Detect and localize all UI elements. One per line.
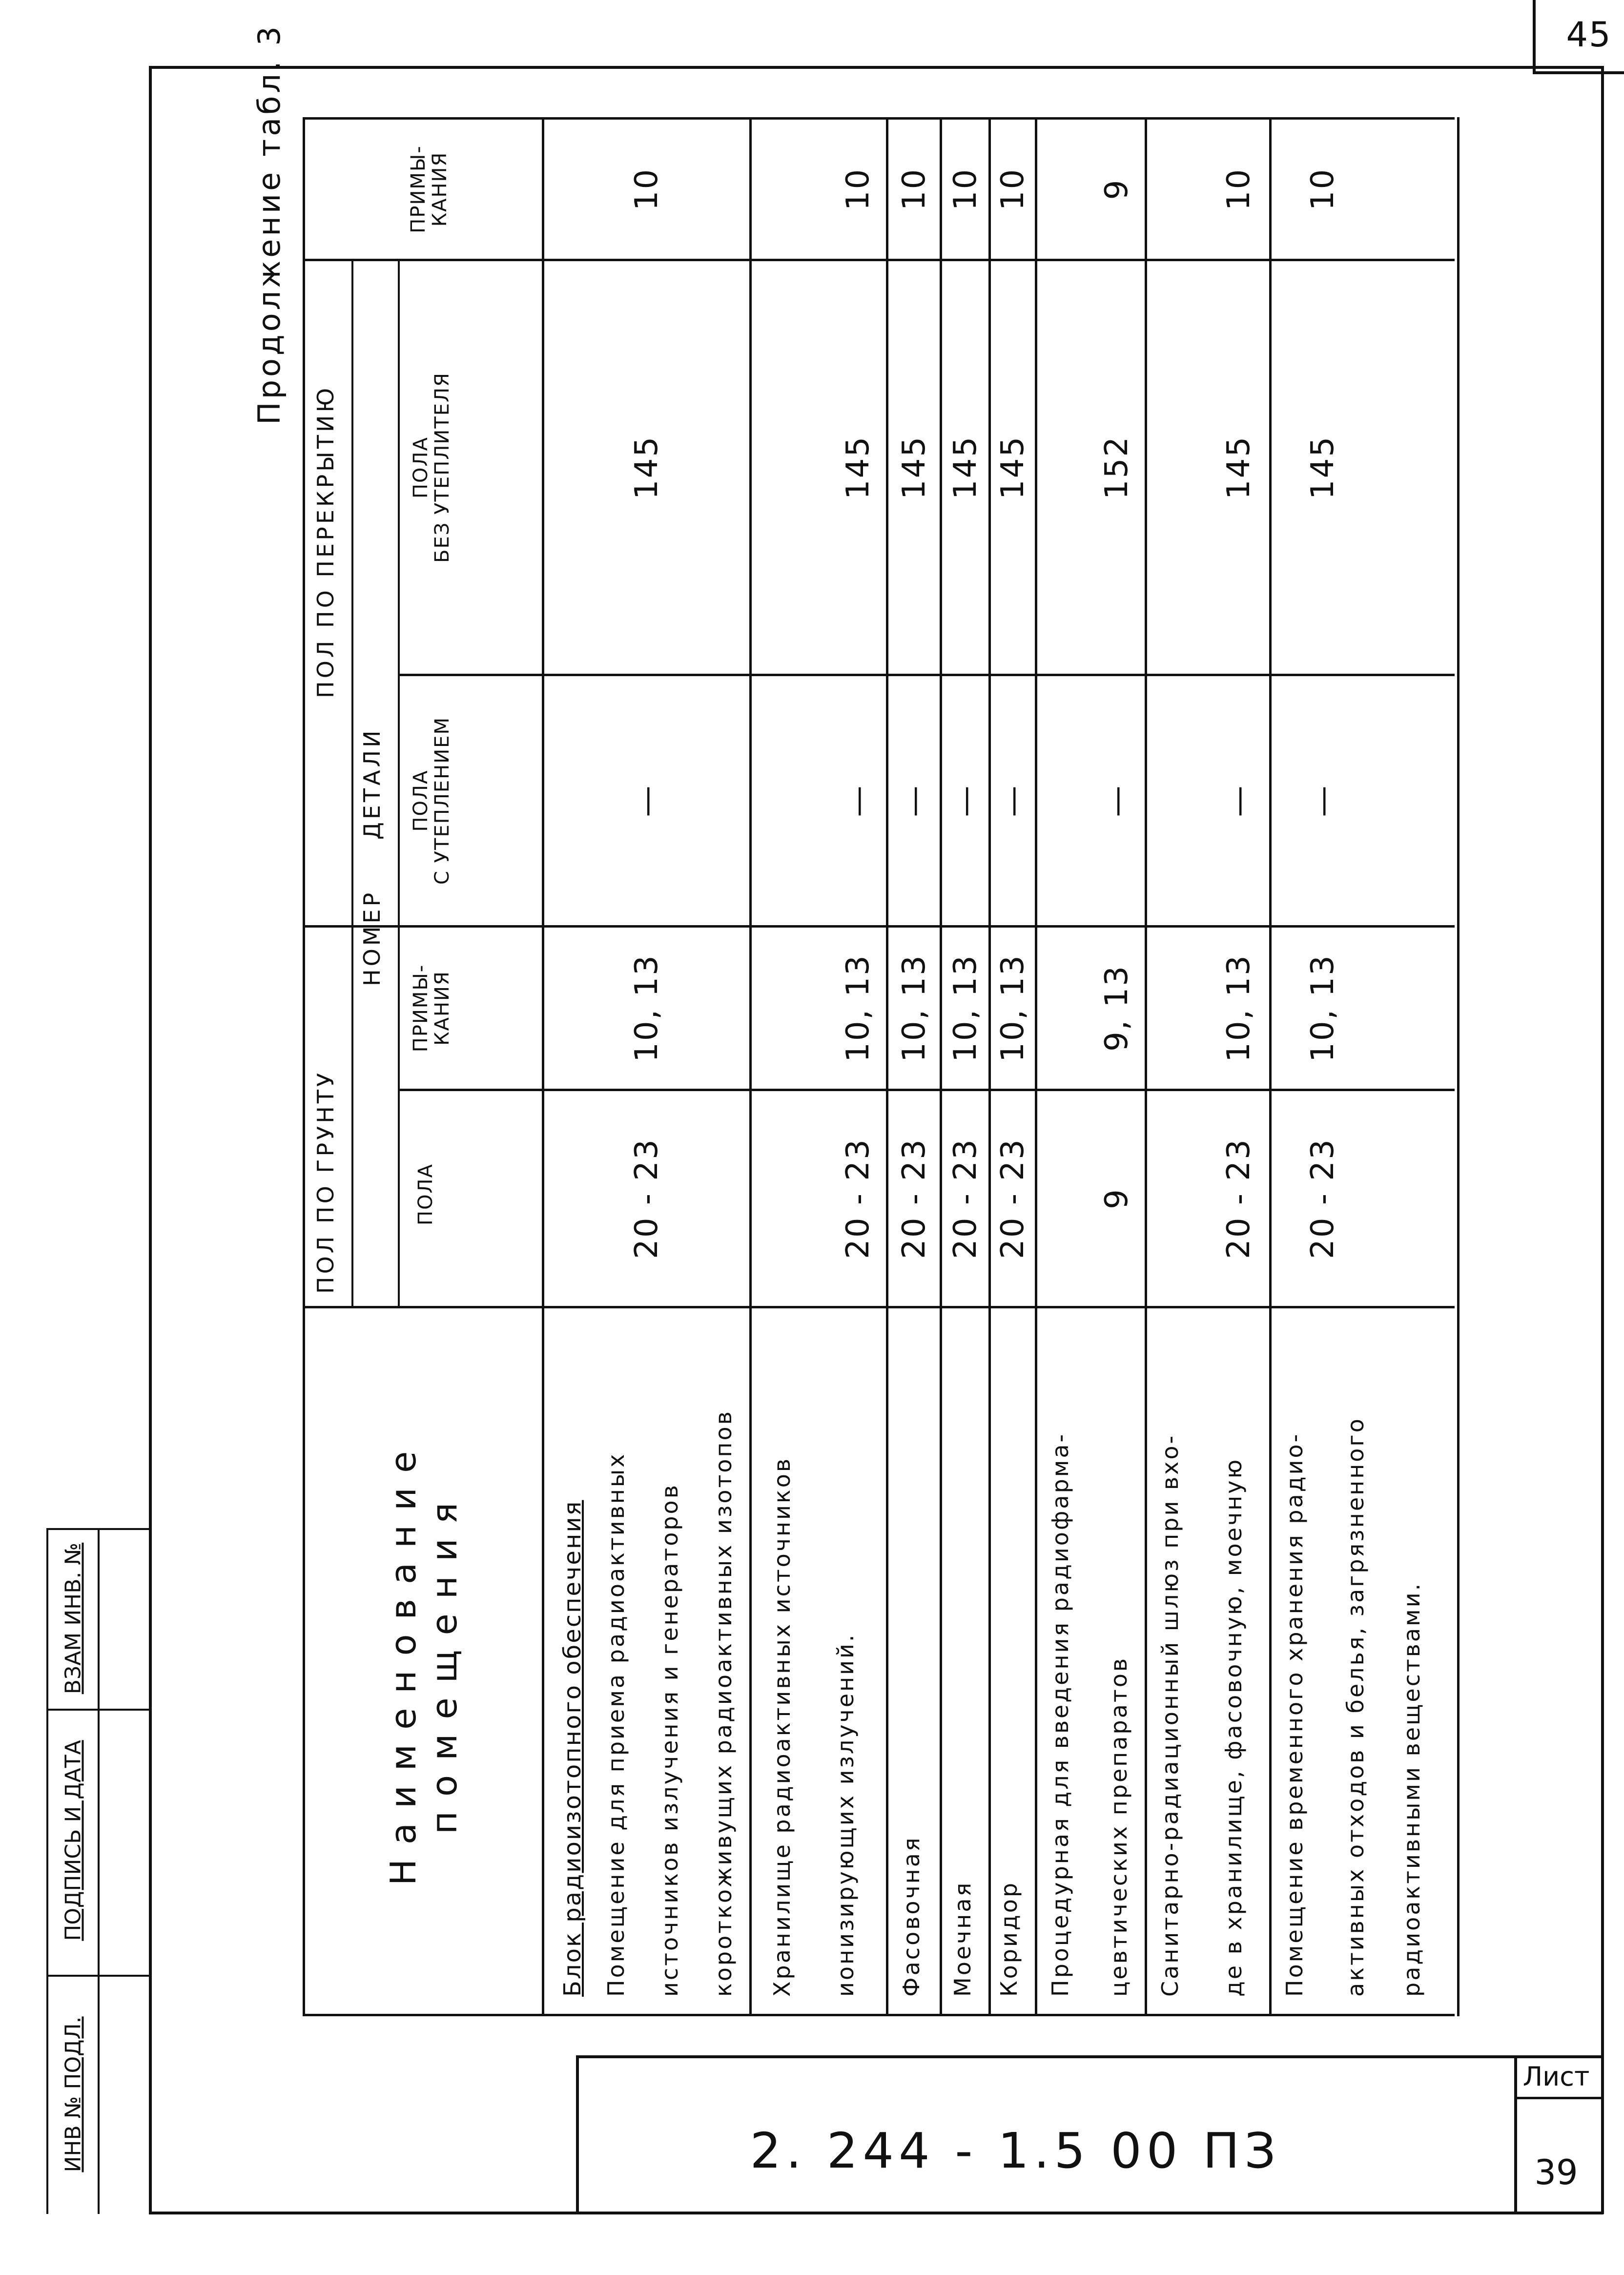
row-7-line-2: де в хранилище, фасовочную, моечную (1220, 1457, 1247, 1997)
header-col-s-uteplen-a: ПОЛА (410, 769, 432, 832)
row-3-prim1: 10, 13 (896, 954, 932, 1062)
row-8-line-3: радиоактивными веществами. (1398, 1581, 1425, 1997)
row-1-prim2: 10 (629, 167, 665, 211)
row-8-prim2: 10 (1305, 167, 1341, 211)
hdr-sub-line (398, 261, 400, 1308)
header-name: Наименование помещения (382, 1436, 465, 1886)
margin-div-2 (46, 1975, 150, 1977)
header-nomer: НОМЕР (359, 889, 385, 986)
row-4-bez-uteplit: 145 (947, 435, 984, 500)
row-7-pola: 20 - 23 (1221, 1138, 1257, 1259)
margin-div-1 (46, 1709, 150, 1711)
section-title: Блок радиоизотопного обеспечения (559, 1500, 586, 1997)
header-detali: ДЕТАЛИ (359, 727, 385, 840)
row-6-line-1: Процедурная для введения радиофарма- (1047, 1432, 1073, 1997)
row-8-s-uteplen: — (1305, 784, 1341, 817)
frame-top-right-cap (1533, 71, 1624, 74)
sheet-label: Лист (1522, 2061, 1590, 2092)
row-7-bez-uteplit: 145 (1221, 435, 1257, 500)
header-col-prim2 (305, 120, 542, 259)
row-7-s-uteplen: — (1221, 784, 1257, 817)
row-4-line-1: Моечная (949, 1881, 976, 1997)
header-col-bez-uteplit (400, 261, 542, 674)
row-2-bez-uteplit: 145 (840, 435, 876, 500)
document-code: 2. 244 - 1.5 00 ПЗ (750, 2122, 1281, 2179)
frame-left (149, 66, 152, 2214)
row-5-prim1: 10, 13 (995, 954, 1031, 1062)
row-3-prim2: 10 (896, 167, 932, 211)
row-5-bez-uteplit: 145 (995, 435, 1031, 500)
row-8-line-2: активных отходов и белья, загрязненного (1342, 1417, 1369, 1997)
header-col-prim2-b: КАНИЯ (429, 151, 451, 227)
row-6-bez-uteplit: 152 (1099, 435, 1135, 500)
table-caption: Продолжение табл. 3 (251, 23, 287, 425)
row-6-prim1: 9, 13 (1099, 965, 1135, 1052)
margin-top (46, 1528, 150, 1530)
row-2-line-2: ионизирующих излучений. (832, 1633, 859, 1997)
row-1-prim1: 10, 13 (629, 954, 665, 1062)
row-1-bez-uteplit: 145 (629, 435, 665, 500)
row-2-prim2: 10 (840, 167, 876, 211)
page-number: 45 (1566, 15, 1612, 55)
header-col-bez-uteplit-a: ПОЛА (410, 436, 432, 499)
row-5-pola: 20 - 23 (995, 1138, 1031, 1259)
stamp-sheet-hline (1514, 2097, 1603, 2099)
row-4-s-uteplen: — (947, 784, 984, 817)
margin-col-mid (98, 1528, 100, 2214)
row-7-line-1: Санитарно-радиационный шлюз при вхо- (1157, 1433, 1183, 1997)
row-6-s-uteplen: — (1099, 784, 1135, 817)
row-7-prim2: 10 (1221, 167, 1257, 211)
header-col-s-uteplen-b: С УТЕПЛЕНИЕМ (431, 717, 453, 885)
frame-top-right-tick (1533, 0, 1536, 73)
frame-right (1601, 66, 1604, 2214)
row-8-pola: 20 - 23 (1305, 1138, 1341, 1259)
row-4-prim1: 10, 13 (947, 954, 984, 1062)
row-1-line-1: Помещение для приема радиоактивных (603, 1452, 629, 1997)
frame-bottom (149, 2212, 1603, 2214)
row-3-pola: 20 - 23 (896, 1138, 932, 1259)
row-3-bez-uteplit: 145 (896, 435, 932, 500)
row-1-pola: 20 - 23 (629, 1138, 665, 1259)
row-8-prim1: 10, 13 (1305, 954, 1341, 1062)
row-2-prim1: 10, 13 (840, 954, 876, 1062)
row-divider-8 (1457, 117, 1460, 2016)
row-5-s-uteplen: — (995, 784, 1031, 817)
header-col-prim1-a: ПРИМЫ- (410, 964, 432, 1053)
row-1-s-uteplen: — (629, 784, 665, 817)
header-col-prim1 (400, 928, 542, 1089)
row-6-prim2: 9 (1099, 178, 1135, 200)
row-2-line-1: Хранилище радиоактивных источников (769, 1457, 795, 1997)
row-2-s-uteplen: — (840, 784, 876, 817)
sheet-number: 39 (1534, 2152, 1578, 2192)
row-6-line-2: цевтических препаратов (1106, 1656, 1132, 1997)
row-1-line-2: источников излучения и генераторов (657, 1483, 683, 1997)
header-col-bez-uteplit-b: БЕЗ УТЕПЛИТЕЛЯ (431, 372, 453, 563)
stamp-top (576, 2055, 1603, 2058)
row-2-pola: 20 - 23 (840, 1138, 876, 1259)
hdr-group-line (351, 261, 353, 1308)
row-5-line-1: Коридор (996, 1881, 1022, 1997)
header-pol-po-perekrytiyu: ПОЛ ПО ПЕРЕКРЫТИЮ (312, 385, 339, 698)
table-left-border (303, 2014, 1455, 2016)
row-3-s-uteplen: — (896, 784, 932, 817)
row-4-prim2: 10 (947, 167, 984, 211)
rotated-table-layer (164, 23, 1511, 2016)
header-col-prim2-a: ПРИМЫ- (407, 145, 430, 233)
row-4-pola: 20 - 23 (947, 1138, 984, 1259)
row-5-prim2: 10 (995, 167, 1031, 211)
row-6-pola: 9 (1099, 1188, 1135, 1209)
row-1-line-3: короткоживущих радиоактивных изотопов (710, 1409, 737, 1997)
row-7-prim1: 10, 13 (1221, 954, 1257, 1062)
header-col-s-uteplen (400, 676, 542, 925)
row-8-bez-uteplit: 145 (1305, 435, 1341, 500)
header-pol-po-gruntu: ПОЛ ПО ГРУНТУ (312, 1070, 339, 1294)
margin-col-left (46, 1528, 48, 2214)
row-8-line-1: Помещение временного хранения радио- (1281, 1432, 1308, 1997)
header-col-prim1-b: КАНИЯ (431, 971, 453, 1046)
header-col-pola: ПОЛА (414, 1163, 437, 1225)
row-3-line-1: Фасовочная (898, 1836, 925, 1997)
